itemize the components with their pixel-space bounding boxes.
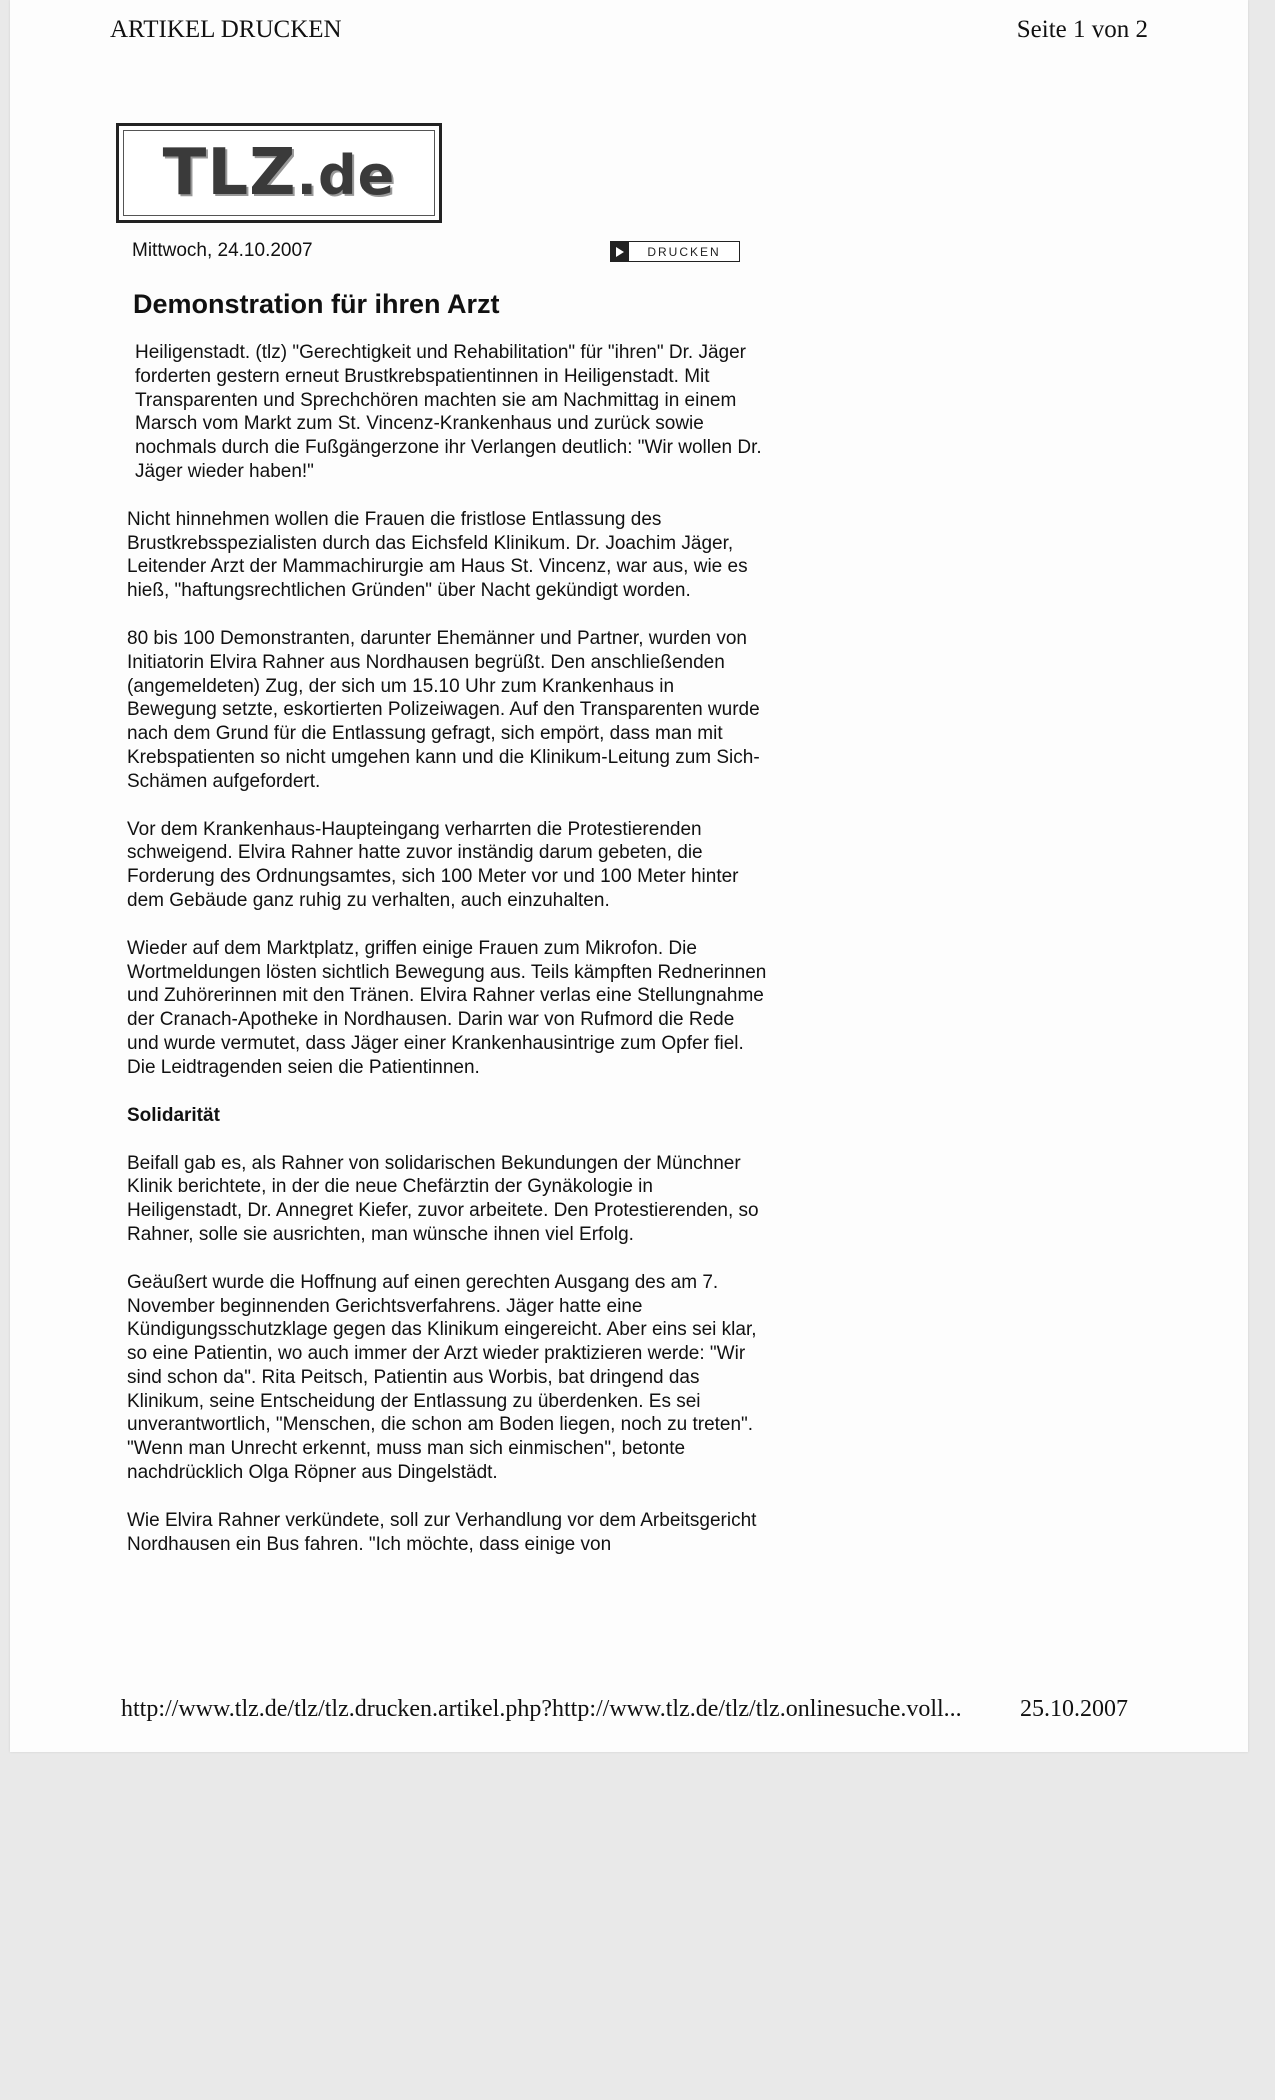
article-date: Mittwoch, 24.10.2007 [132, 240, 313, 261]
logo-suffix: .de [296, 144, 396, 207]
print-button[interactable] [610, 241, 740, 262]
play-arrow-icon [611, 242, 629, 261]
article-headline: Demonstration für ihren Arzt [133, 289, 500, 319]
article-body [127, 287, 767, 1580]
article-paragraph: Wieder auf dem Marktplatz, griffen einige Frauen zum Mikrofon. Die Wortmeldungen lösten sichtlich Bewegung aus. Teils kämpften Rednerinnen und Zuhörerinnen mit den Tränen. Elvira Rahner verlas eine Stellungnahme der Cranach-Apotheke in Nordhausen. Darin war von Rufmord die Rede und wurde vermutet, dass Jäger einer Krankenhausintrige zum Opfer fiel. Die Leidtragenden seien die Patientinnen. [127, 937, 767, 1078]
article-paragraph: Vor dem Krankenhaus-Haupteingang verharrten die Protestierenden schweigend. Elvira Rahner hatte zuvor inständig darum gebeten, die Forderung des Ordnungsamtes, sich 100 Meter vor und 100 Meter hinter dem Gebäude ganz ruhig zu verhalten, auch einzuhalten. [127, 818, 739, 911]
printed-page [10, 0, 1248, 1752]
article-lead: Heiligenstadt. (tlz) "Gerechtigkeit und Rehabilitation" für "ihren" Dr. Jäger forderten gestern erneut Brustkrebspatientinnen in Heiligenstadt. Mit Transparenten und Sprechchören machten sie am Nachmittag in einem Marsch vom Markt zum St. Vincenz-Krankenhaus und zurück sowie nochmals durch die Fußgängerzone ihr Verlangen deutlich: "Wir wollen Dr. Jäger wieder haben!" [135, 342, 762, 482]
logo-text [163, 136, 396, 210]
print-button-label: DRUCKEN [647, 244, 721, 259]
article-subheading: Solidarität [127, 1104, 220, 1126]
article-paragraph: Geäußert wurde die Hoffnung auf einen gerechten Ausgang des am 7. November beginnenden Gerichtsverfahrens. Jäger hatte eine Kündigungsschutzklage gegen das Klinikum eingereicht. Aber eins sei klar, so eine Patientin, wo auch immer der Arzt wieder praktizieren werde: "Wir sind schon da". Rita Peitsch, Patientin aus Worbis, bat dringend das Klinikum, seine Entscheidung der Entlassung zu überdenken. Es sei unverantwortlich, "Menschen, die schon am Boden liegen, noch zu treten". "Wenn man Unrecht erkennt, muss man sich einmischen", betonte nachdrücklich Olga Röpner aus Dingelstädt. [127, 1271, 757, 1484]
page-number: Seite 1 von 2 [1016, 16, 1148, 43]
print-date: 25.10.2007 [1020, 1696, 1128, 1722]
article-paragraph: 80 bis 100 Demonstranten, darunter Ehemänner und Partner, wurden von Initiatorin Elvira Rahner aus Nordhausen begrüßt. Den anschließenden (angemeldeten) Zug, der sich um 15.10 Uhr zum Krankenhaus in Bewegung setzte, eskortierten Polizeiwagen. Auf den Transparenten wurde nach dem Grund für die Entlassung gefragt, sich empört, dass man mit Krebspatienten so nicht umgehen kann und die Klinikum-Leitung zum Sich-Schämen aufgefordert. [127, 627, 760, 792]
article-paragraph: Beifall gab es, als Rahner von solidarischen Bekundungen der Münchner Klinik berichtete, in der die neue Chefärztin der Gynäkologie in Heiligenstadt, Dr. Annegret Kiefer, zuvor arbeitete. Den Protestierenden, so Rahner, solle sie ausrichten, man wünsche ihnen viel Erfolg. [127, 1152, 759, 1245]
article-paragraph: Wie Elvira Rahner verkündete, soll zur Verhandlung vor dem Arbeitsgericht Nordhausen ein Bus fahren. "Ich möchte, dass einige von [127, 1509, 757, 1555]
article-paragraph: Nicht hinnehmen wollen die Frauen die fristlose Entlassung des Brustkrebsspezialisten durch das Eichsfeld Klinikum. Dr. Joachim Jäger, Leitender Arzt der Mammachirurgie am Haus St. Vincenz, war aus, wie es hieß, "haftungsrechtlichen Gründen" über Nacht gekündigt worden. [127, 508, 748, 602]
source-url: http://www.tlz.de/tlz/tlz.drucken.artikel.php?http://www.tlz.de/tlz/tlz.onlinesuche.voll... [121, 1696, 962, 1722]
print-header-title: ARTIKEL DRUCKEN [110, 16, 342, 43]
logo-main: TLZ [162, 136, 297, 210]
tlz-logo [116, 123, 442, 223]
